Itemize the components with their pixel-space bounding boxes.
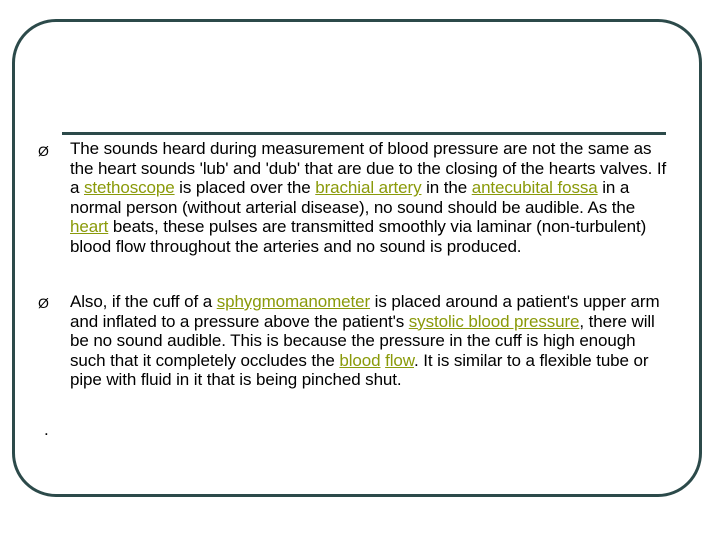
link-flow[interactable]: flow: [385, 350, 415, 370]
link-blood[interactable]: blood: [339, 350, 381, 370]
paragraph-text: is placed over the: [174, 178, 316, 198]
link-sphygmomanometer[interactable]: sphygmomanometer: [216, 292, 371, 311]
title-divider: [62, 132, 666, 135]
paragraph-heart-sounds: [70, 139, 670, 257]
paragraph-text: Also, if the cuff of a: [70, 292, 217, 311]
slide-frame: [12, 19, 702, 497]
paragraph-text: in a normal person (without arterial disease), no sound should be audible. As the: [70, 178, 636, 217]
link-heart[interactable]: heart: [70, 217, 109, 237]
trailing-dot: .: [44, 420, 49, 439]
paragraph-sphygmomanometer: [70, 292, 670, 390]
paragraph-text: . It is similar to a flexible tube or pipe with fluid in it that is being pinched shut.: [70, 350, 649, 390]
bullet-arrow-icon: Ø: [38, 295, 49, 311]
paragraph-text: is placed around a patient's upper arm and inflated to a pressure above the patient's: [70, 292, 660, 331]
paragraph-text: in the: [421, 178, 472, 198]
paragraph-text: The sounds heard during measurement of blood pressure are not the same as the heart sounds 'lub' and 'dub' that are due to the closing of the hearts valves. If a: [70, 139, 667, 198]
bullet-arrow-icon: Ø: [38, 143, 49, 159]
paragraph-text: , there will be no sound audible. This is because the pressure in the cuff is high enough such that it completely occludes the: [70, 311, 655, 370]
link-antecubital-fossa[interactable]: antecubital fossa: [471, 178, 598, 198]
link-stethoscope[interactable]: stethoscope: [83, 178, 175, 198]
link-brachial-artery[interactable]: brachial artery: [315, 178, 422, 198]
paragraph-text: beats, these pulses are transmitted smoothly via laminar (non-turbulent) blood flow throughout the arteries and no sound is produced.: [70, 217, 647, 256]
link-systolic-blood-pressure[interactable]: systolic blood pressure: [408, 311, 580, 331]
